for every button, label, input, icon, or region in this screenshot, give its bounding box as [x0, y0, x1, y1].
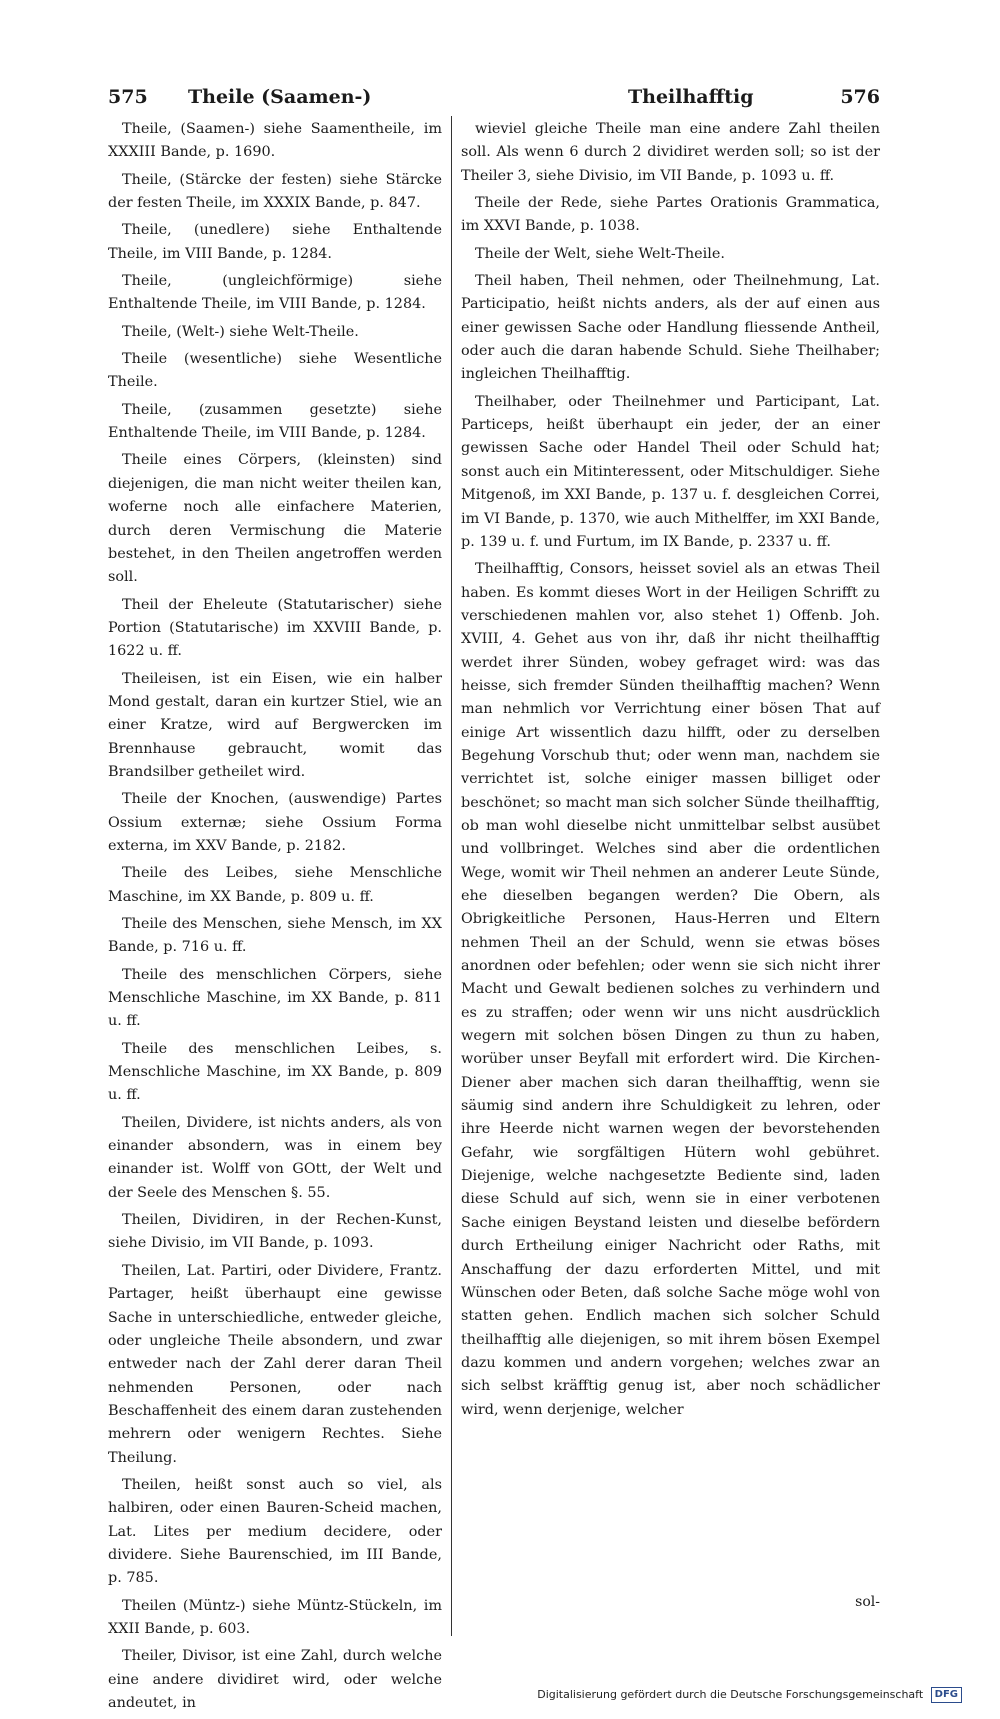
dictionary-entry: Theile des Leibes, siehe Menschliche Maschine, im XX Bande, p. 809 u. ff. — [108, 865, 442, 905]
dictionary-entry: Theile, (Saamen-) siehe Saamentheile, im XXXIII Bande, p. 1690. — [108, 121, 442, 161]
page-number-right: 576 — [840, 86, 880, 108]
dictionary-entry: Theile des menschlichen Cörpers, siehe Menschliche Maschine, im XX Bande, p. 811 u. ff. — [108, 966, 442, 1030]
dictionary-entry: Theile der Welt, siehe Welt-Theile. — [475, 245, 725, 262]
dictionary-entry: Theiler, Divisor, ist eine Zahl, durch welche eine andere dividiret wird, oder welche andeutet, in — [108, 1648, 442, 1711]
digitization-footer — [537, 1687, 962, 1703]
dictionary-entry: Theile des menschlichen Leibes, s. Menschliche Maschine, im XX Bande, p. 809 u. ff. — [108, 1040, 442, 1104]
dictionary-entry: Theile der Rede, siehe Partes Orationis Grammatica, im XXVI Bande, p. 1038. — [461, 195, 880, 235]
dictionary-entry: Theil haben, Theil nehmen, oder Theilnehmung, Lat. Participatio, heißt nichts anders, als der auf einen aus einer gewissen Sache oder Handlung fliessende Antheil, oder auch die daran habende Schuld. Siehe Theilhaber; ingleichen Theilhafftig. — [461, 273, 880, 383]
dictionary-entry: Theile der Knochen, (auswendige) Partes Ossium externæ; siehe Ossium Forma externa, im XXV Bande, p. 2182. — [108, 791, 442, 854]
dictionary-entry: Theile, (unedlere) siehe Enthaltende Theile, im VIII Bande, p. 1284. — [108, 222, 442, 262]
footer-text: Digitalisierung gefördert durch die Deutsche Forschungsgemeinschaft — [537, 1688, 924, 1701]
catchword: sol- — [855, 1594, 880, 1610]
running-head-left: Theile (Saamen-) — [188, 86, 372, 108]
page-header — [108, 80, 880, 118]
dictionary-entry: Theilen, Lat. Partiri, oder Dividere, Frantz. Partager, heißt überhaupt eine gewisse Sache in unterschiedliche, entweder gleiche, oder ungleiche Theile absondern, und zwar entweder nach der Zahl derer daran Theil nehmenden Personen, oder nach Beschaffenheit des einem daran zustehenden mehrern oder wenigern Rechtes. Siehe Theilung. — [108, 1262, 442, 1466]
left-column — [108, 118, 442, 1719]
dictionary-entry: Theile (wesentliche) siehe Wesentliche Theile. — [108, 351, 442, 391]
dfg-logo: DFG — [931, 1687, 962, 1703]
column-divider — [451, 116, 452, 1636]
dictionary-entry: wieviel gleiche Theile man eine andere Zahl theilen soll. Als wenn 6 durch 2 dividiret werden soll; so ist der Theiler 3, siehe Divisio, im VII Bande, p. 1093 u. ff. — [461, 121, 880, 184]
dictionary-entry: Theile, (zusammen gesetzte) siehe Enthaltende Theile, im VIII Bande, p. 1284. — [108, 401, 442, 442]
dictionary-entry: Theile eines Cörpers, (kleinsten) sind diejenigen, die man nicht weiter theilen kan, woferne noch alle einfachere Materien, durch deren Vermischung die Materie bestehet, in den Theilen angetroffen werden soll. — [108, 452, 442, 586]
running-head-right: Theilhafftig — [628, 86, 754, 108]
dictionary-entry: Theile, (Stärcke der festen) siehe Stärcke der festen Theile, im XXXIX Bande, p. 847. — [108, 171, 442, 212]
dictionary-entry: Theilhafftig, Consors, heisset soviel als an etwas Theil haben. Es kommt dieses Wort in der Heiligen Schrifft zu verschiedenen mahlen vor, also stehet 1) Offenb. Joh. XVIII, 4. Gehet aus von ihr, daß ihr nicht theilhafftig werdet ihrer Sünden, wobey gefraget wird: was das heisse, sich fremder Sünden theilhafftig machen? Wenn man nehmlich vor Verrichtung einer bösen That auf einige Art wissentlich dazu hilfft, oder zu derselben Begehung Vorschub thut; oder wenn man, nachdem sie verrichtet ist, solche einiger massen billiget oder beschönet; so macht man sich solcher Sünde theilhafftig, ob man wohl dieselbe nicht unmittelbar selbst ausübet und vollbringet. Welches sind aber die ordentlichen Wege, womit wir Theil nehmen an anderer Leute Sünde, ehe dieselben begangen werden? Die Obern, als Obrigkeitliche Personen, Haus-Herren und Eltern nehmen Theil an der Schuld, wenn sie etwas böses anordnen oder befehlen; oder wenn sie sich nicht ihrer Macht und Gewalt bedienen solches zu verhindern und es zu straffen; oder wenn wir uns nicht ausdrücklich wegern mit solchen bösen Dingen zu thun zu haben, worüber unser Beyfall mit erfordert wird. Die Kirchen-Diener aber machen sich daran theilhafftig, wenn sie säumig sind andern ihre Schuldigkeit zu lehren, oder ihre Heerde nicht warnen wegen der bevorstehenden Gefahr, wie sorgfältigen Hütern wohl gebühret. Diejenige, welche nachgesetzte Bediente sind, laden diese Schuld auf sich, wenn sie in einer verbotenen Sache einigen Beystand leisten und dieselbe befördern durch Ertheilung einiger Nachricht oder Raths, mit Anschaffung der dazu erforderten Mittel, und mit Wünschen oder Beten, daß solche Sache möge wohl von statten gehen. Endlich machen sich solcher Schuld theilhafftig alle diejenigen, so mit ihrem bösen Exempel dazu kommen und andern vorgehen; welches zwar an sich selbst kräfftig genug ist, aber noch schädlicher wird, wenn derjenige, welcher — [461, 561, 880, 1418]
page-number-left: 575 — [108, 86, 148, 108]
dictionary-entry: Theilen, Dividiren, in der Rechen-Kunst, siehe Divisio, im VII Bande, p. 1093. — [108, 1212, 442, 1252]
dictionary-entry: Theilen (Müntz-) siehe Müntz-Stückeln, im XXII Bande, p. 603. — [108, 1597, 442, 1637]
dictionary-entry: Theile, (ungleichförmige) siehe Enthaltende Theile, im VIII Bande, p. 1284. — [108, 273, 442, 313]
dictionary-entry: Theile, (Welt-) siehe Welt-Theile. — [122, 323, 359, 340]
dictionary-entry: Theilhaber, oder Theilnehmer und Participant, Lat. Particeps, heißt überhaupt ein jeder, der an einer gewissen Sache oder Handel Theil oder Schuld hat; sonst auch ein Mitinteressent, oder Mitschuldiger. Siehe Mitgenoß, im XXI Bande, p. 137 u. f. desgleichen Correi, im VI Bande, p. 1370, wie auch Mithelffer, im XXI Bande, p. 139 u. f. und Furtum, im IX Bande, p. 2337 u. ff. — [461, 393, 880, 550]
right-column — [461, 118, 880, 1426]
dictionary-entry: Theilen, Dividere, ist nichts anders, als von einander absondern, was in einem bey einander ist. Wolff von GOtt, der Welt und der Seele des Menschen §. 55. — [108, 1114, 442, 1201]
dictionary-entry: Theil der Eheleute (Statutarischer) siehe Portion (Statutarische) im XXVIII Bande, p. 1622 u. ff. — [108, 596, 442, 660]
dictionary-entry: Theilen, heißt sonst auch so viel, als halbiren, oder einen Bauren-Scheid machen, Lat. Lites per medium decidere, oder dividere. Siehe Baurenschied, im III Bande, p. 785. — [108, 1476, 442, 1587]
dictionary-entry: Theileisen, ist ein Eisen, wie ein halber Mond gestalt, daran ein kurtzer Stiel, wie an einer Kratze, wird auf Bergwercken im Brennhause gebraucht, womit das Brandsilber getheilet wird. — [108, 670, 442, 780]
dictionary-entry: Theile des Menschen, siehe Mensch, im XX Bande, p. 716 u. ff. — [108, 916, 442, 956]
